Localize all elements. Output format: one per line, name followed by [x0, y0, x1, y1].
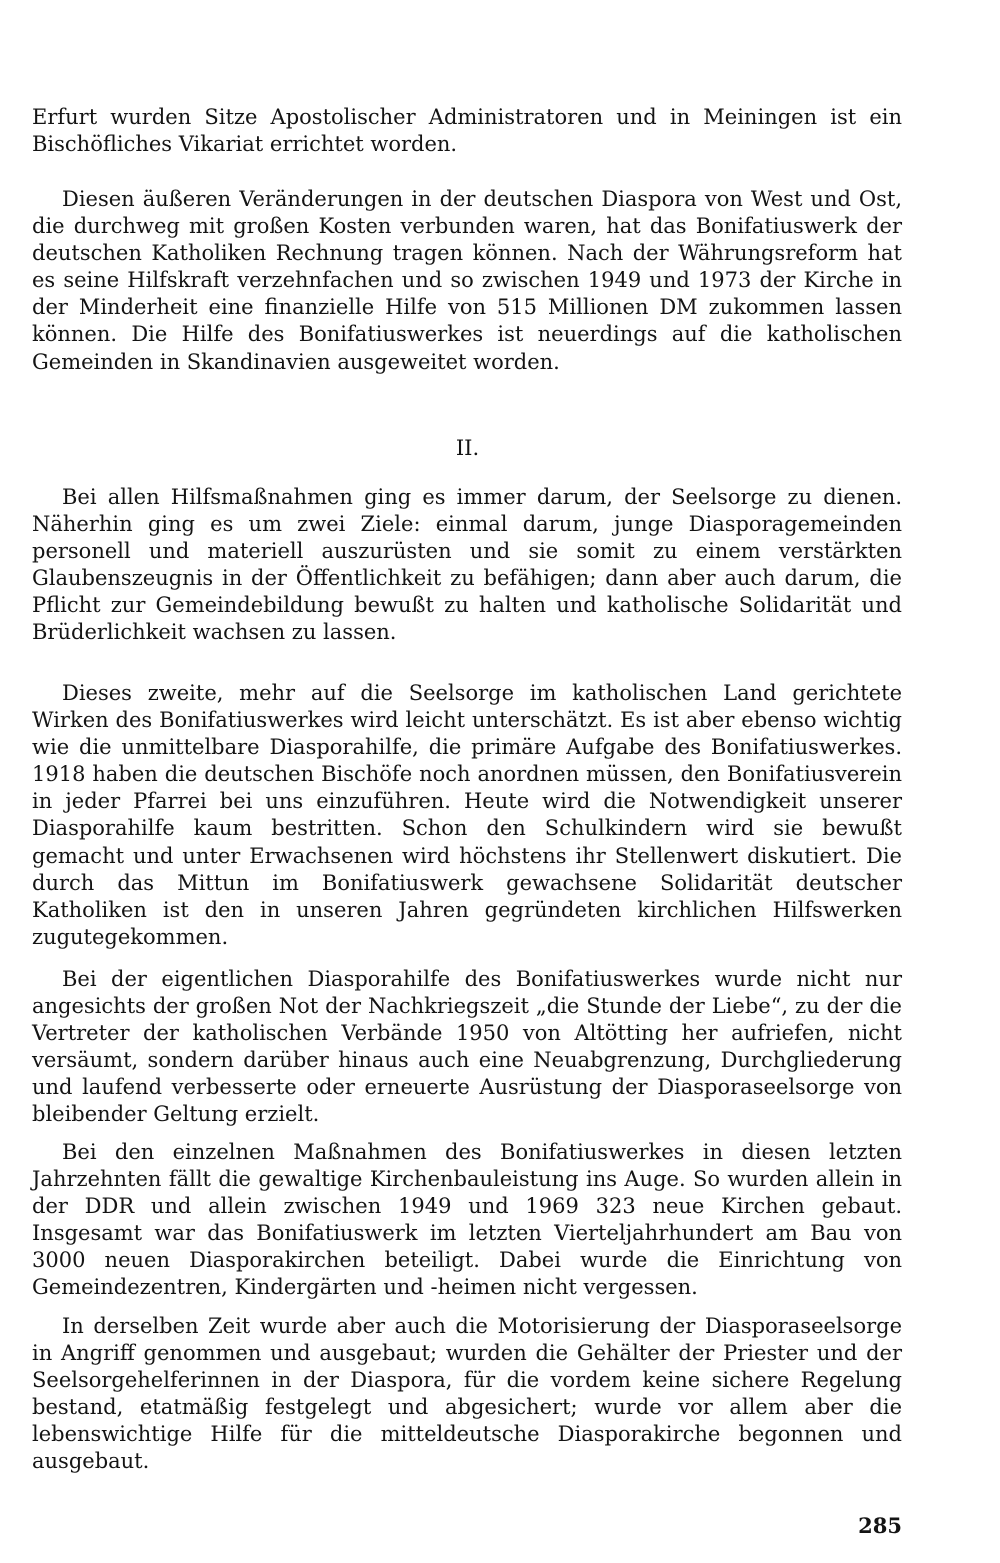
paragraph-second-effect: Dieses zweite, mehr auf die Seelsorge im katholischen Land gerichtete Wirken des Bonifatiuswerkes wird leicht unterschätzt. Es ist aber ebenso wichtig wie die unmittelbare Diasporahilfe, die primäre Aufgabe des Bonifatiuswerkes. 1918 haben die deutschen Bischöfe noch anordnen müssen, den Bonifatiusverein in jeder Pfarrei bei uns einzuführen. Heute wird die Notwendigkeit unserer Diasporahilfe kaum bestritten. Schon den Schulkindern wird sie bewußt gemacht und unter Erwachsenen wird höchstens ihr Stellenwert diskutiert. Die durch das Mittun im Bonifatiuswerk gewachsene Solidarität deutscher Katholiken ist den in unseren Jahren gegründeten kirchlichen Hilfswerken zugutegekommen.: [32, 681, 902, 949]
paragraph-diaspora-changes: Diesen äußeren Veränderungen in der deutschen Diaspora von West und Ost, die durchweg mit großen Kosten verbunden waren, hat das Bonifatiuswerk der deutschen Katholiken Rechnung tragen können. Nach der Währungsreform hat es seine Hilfskraft verzehnfachen und so zwischen 1949 und 1973 der Kirche in der Minderheit eine finanzielle Hilfe von 515 Millionen DM zukommen lassen können. Die Hilfe des Bonifatiuswerkes ist neuerdings auf die katholischen Gemeinden in Skandinavien ausgeweitet worden.: [32, 187, 902, 374]
paragraph-church-building: Bei den einzelnen Maßnahmen des Bonifatiuswerkes in diesen letzten Jahrzehnten fällt die gewaltige Kirchenbauleistung ins Auge. So wurden allein in der DDR und allein zwischen 1949 und 1969 323 neue Kirchen gebaut. Insgesamt war das Bonifatiuswerk im letzten Vierteljahrhundert am Bau von 3000 neuen Diasporakirchen beteiligt. Dabei wurde die Einrichtung von Gemeindezentren, Kindergärten und -heimen nicht vergessen.: [32, 1140, 902, 1300]
page-number: 285: [858, 1513, 902, 1538]
paragraph-aid-goals: Bei allen Hilfsmaßnahmen ging es immer darum, der Seelsorge zu dienen. Näherhin ging es um zwei Ziele: einmal darum, junge Diasporagemeinden personell und materiell auszurüsten und sie somit zu einem verstärkten Glaubenszeugnis in der Öffentlichkeit zu befähigen; dann aber auch darum, die Pflicht zur Gemeindebildung bewußt zu halten und katholische Solidarität und Brüderlichkeit wachsen zu lassen.: [32, 485, 902, 645]
paragraph-motorization: In derselben Zeit wurde aber auch die Motorisierung der Diasporaseelsorge in Angriff genommen und ausgebaut; wurden die Gehälter der Priester und der Seelsorgehelferinnen in der Diaspora, für die vordem keine sichere Regelung bestand, etatmäßig festgelegt und abgesichert; wurde vor allem aber die lebenswichtige Hilfe für die mitteldeutsche Diasporakirche begonnen und ausgebaut.: [32, 1314, 902, 1474]
section-heading: II.: [455, 436, 480, 460]
paragraph-intro-continuation: Erfurt wurden Sitze Apostolischer Administratoren und in Meiningen ist ein Bischöfliches Vikariat errichtet worden.: [32, 105, 902, 157]
paragraph-diaspora-aid: Bei der eigentlichen Diasporahilfe des Bonifatiuswerkes wurde nicht nur angesichts der großen Not der Nachkriegszeit „die Stunde der Liebe“, zu der die Vertreter der katholischen Verbände 1950 von Altötting her aufriefen, nicht versäumt, sondern darüber hinaus auch eine Neuabgrenzung, Durchgliederung und laufend verbesserte oder erneuerte Ausrüstung der Diasporaseelsorge von bleibender Geltung erzielt.: [32, 967, 902, 1127]
